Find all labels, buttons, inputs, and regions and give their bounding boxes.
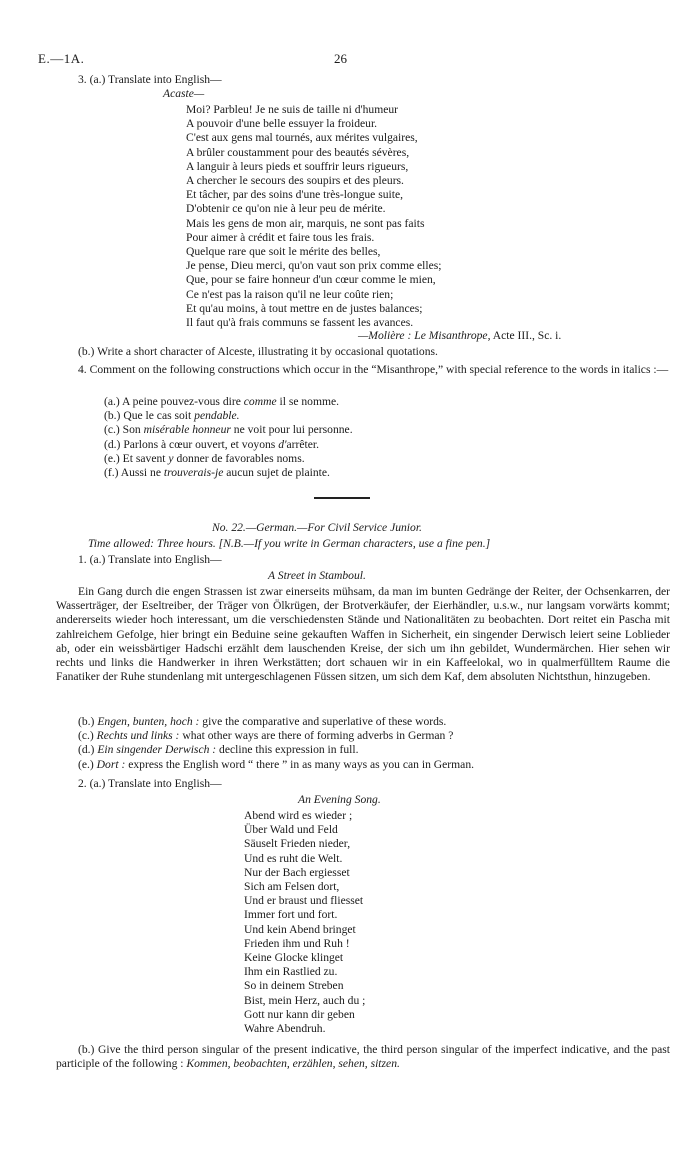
- poem-line: Mais les gens de mon air, marquis, ne sont pas faits: [186, 216, 425, 230]
- list-item: (f.) Aussi ne trouverais-je aucun sujet de plainte.: [104, 466, 330, 480]
- list-item: (e.) Dort : express the English word “ there ” in as many ways as you can in German.: [78, 757, 475, 771]
- poem-line: Et qu'au moins, à tout mettre en de justes balances;: [186, 301, 423, 315]
- section-title: No. 22.—German.—For Civil Service Junior.: [212, 521, 422, 534]
- speaker-name: Acaste—: [163, 87, 205, 100]
- list-item: (b.) Que le cas soit pendable.: [104, 409, 240, 423]
- poem-attribution: —Molière : Le Misanthrope, Acte III., Sc. i.: [358, 329, 562, 342]
- question-4-intro: 4. Comment on the following constructions which occur in the “Misanthrope,” with special reference to the words in italics :—: [78, 363, 669, 376]
- poem-line: Quelque rare que soit le mérite des belles,: [186, 245, 381, 259]
- list-item: (c.) Rechts und links : what other ways are there of forming adverbs in German ?: [78, 729, 454, 743]
- list-item: (d.) Ein singender Derwisch : decline this expression in full.: [78, 743, 359, 757]
- list-item: (b.) Engen, bunten, hoch : give the comparative and superlative of these words.: [78, 715, 447, 728]
- song-line: Säuselt Frieden nieder,: [244, 837, 351, 851]
- list-item: (a.) A peine pouvez-vous dire comme il se nomme.: [104, 395, 340, 408]
- question-3b: (b.) Write a short character of Alceste, illustrating it by occasional quotations.: [78, 345, 438, 358]
- song-line: Über Wald und Feld: [244, 823, 338, 837]
- song-line: Abend wird es wieder ;: [244, 809, 353, 822]
- french-poem: [186, 103, 441, 330]
- poem-line: A pouvoir d'une belle essuyer la froideur.: [186, 117, 378, 131]
- song-line: Frieden ihm und Ruh !: [244, 936, 350, 950]
- poem-line: Pour aimer à crédit et faire tous les frais.: [186, 230, 375, 244]
- poem-line: A brûler coustamment pour des beautés sévères,: [186, 145, 410, 159]
- poem-line: Je pense, Dieu merci, qu'on vaut son prix comme elles;: [186, 259, 442, 273]
- document-code: E.—1A.: [38, 51, 85, 66]
- list-item: (d.) Parlons à cœur ouvert, et voyons d'arrêter.: [104, 437, 319, 451]
- question-2a-label: 2. (a.) Translate into English—: [78, 777, 222, 790]
- song-line: Und er braust und fliesset: [244, 894, 364, 908]
- question-3a-label: 3. (a.) Translate into English—: [78, 73, 222, 86]
- song-line: Gott nur kann dir geben: [244, 1007, 355, 1021]
- song-line: Bist, mein Herz, auch du ;: [244, 993, 366, 1007]
- section-divider: [314, 497, 370, 499]
- song-line: Sich am Felsen dort,: [244, 880, 340, 894]
- poem-line: C'est aux gens mal tournés, aux mérites vulgaires,: [186, 131, 418, 145]
- poem-line: Et tâcher, par des soins d'une très-longue suite,: [186, 188, 404, 202]
- time-allowed: Time allowed: Three hours. [N.B.—If you write in German characters, use a fine pen.]: [88, 537, 491, 550]
- song-line: Ihm ein Rastlied zu.: [244, 965, 338, 979]
- song-title: An Evening Song.: [298, 793, 381, 806]
- song-line: Und es ruht die Welt.: [244, 851, 343, 865]
- song-line: Keine Glocke klinget: [244, 951, 344, 965]
- poem-line: Ce n'est pas la raison qu'il ne leur coûte rien;: [186, 287, 394, 301]
- poem-line: Que, pour se faire honneur d'un cœur comme le mien,: [186, 273, 436, 287]
- poem-line: A languir à leurs pieds et souffrir leurs rigueurs,: [186, 159, 409, 173]
- song-line: Immer fort und fort.: [244, 908, 338, 922]
- german-song: [244, 809, 365, 1036]
- question-1-items: [78, 715, 474, 772]
- question-1a-label: 1. (a.) Translate into English—: [78, 553, 222, 566]
- poem-line: D'obtenir ce qu'on nie à leur peu de mérite.: [186, 202, 386, 216]
- poem-line: A chercher le secours des soupirs et des pleurs.: [186, 174, 404, 188]
- question-4-items: [104, 395, 353, 480]
- question-2b: (b.) Give the third person singular of the present indicative, the third person singular of the imperfect indicative, and the past participle of the following : Kommen, beobachten, erzählen, sehen, sitzen.: [56, 1043, 670, 1071]
- song-line: So in deinem Streben: [244, 979, 344, 993]
- page-number: 26: [334, 51, 347, 66]
- poem-line: Il faut qu'à frais communs se fassent les avances.: [186, 316, 414, 330]
- poem-line: Moi? Parbleu! Je ne suis de taille ni d'humeur: [186, 103, 399, 116]
- song-line: Und kein Abend bringet: [244, 922, 356, 936]
- song-line: Wahre Abendruh.: [244, 1022, 326, 1036]
- song-line: Nur der Bach ergiesset: [244, 865, 350, 879]
- list-item: (c.) Son misérable honneur ne voit pour lui personne.: [104, 423, 353, 437]
- list-item: (e.) Et savent y donner de favorables noms.: [104, 451, 305, 465]
- german-passage: Ein Gang durch die engen Strassen ist zwar einerseits mühsam, da man im bunten Gedränge der Reiter, der Ochsenkarren, der Wasserträger, der Eseltreiber, der Träger von Ölkrügen, der Brotverkäufer, der Eierhändler, u.s.w., nur langsam vorwärts kommt; andererseits wieder hoch interessant, um die verschiedensten Stände und Nationalitäten zu beobachten. Dort reitet ein Pascha mit zahlreichem Gefolge, hier bringt ein Beduine seine gekauften Waffen in Sicherheit, ein singender Derwisch leiert seine Loblieder ab, oder ein weissbärtiger Hadschi erzählt dem lauschenden Kreise, der sich um ihn gebildet, Wundermärchen. Hier sehen wir rechts und links die Handwerker in ihren Werkstätten; dort schauen wir in ein Kaffeelokal, wo in qualmerfülltem Raume die Fanatiker der Ruhe stundenlang mit untergeschlagenen Füssen sitzen, um sich dem Kaf, dem absoluten Nichtsthun, hinzugeben.: [56, 585, 670, 684]
- passage-title: A Street in Stamboul.: [268, 569, 366, 582]
